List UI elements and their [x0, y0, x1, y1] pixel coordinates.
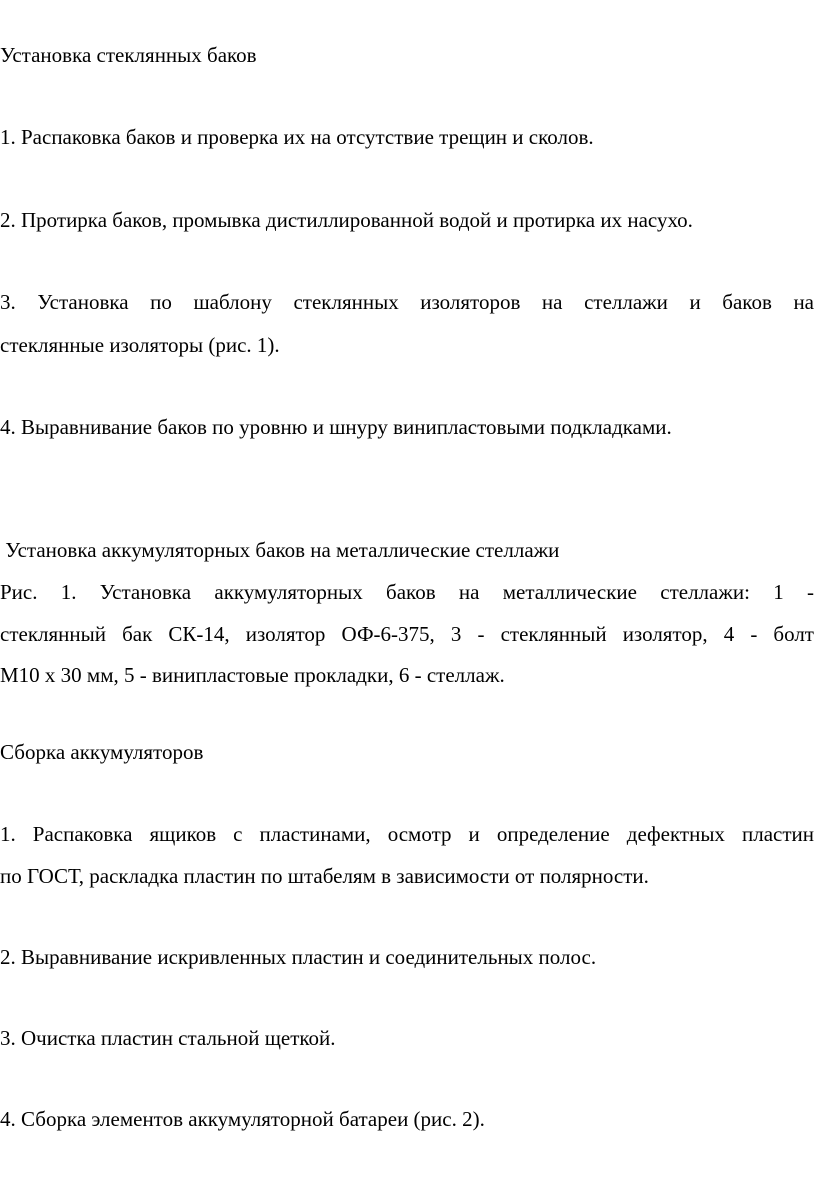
section-title-battery-assembly: Сборка аккумуляторов [0, 740, 204, 764]
figure-caption-line-2: стеклянный бак СК-14, изолятор ОФ-6-375, 3 - стеклянный изолятор, 4 - болт [0, 622, 814, 646]
section-title-glass-tanks: Установка стеклянных баков [0, 43, 257, 67]
list-item-step-3-line-1: 3. Установка по шаблону стеклянных изоляторов на стеллажи и баков на [0, 290, 814, 314]
assembly-step-1-line-2: по ГОСТ, раскладка пластин по штабелям в зависимости от полярности. [0, 864, 649, 888]
list-item-step-1: 1. Распаковка баков и проверка их на отсутствие трещин и сколов. [0, 125, 594, 149]
assembly-step-1-line-1: 1. Распаковка ящиков с пластинами, осмотр и определение дефектных пластин [0, 822, 814, 846]
figure-caption-line-1: Рис. 1. Установка аккумуляторных баков на металлические стеллажи: 1 - [0, 580, 814, 604]
figure-caption-line-3: М10 х 30 мм, 5 - винипластовые прокладки, 6 - стеллаж. [0, 663, 505, 687]
list-item-step-3-line-2: стеклянные изоляторы (рис. 1). [0, 333, 280, 357]
figure-title: Установка аккумуляторных баков на металлические стеллажи [0, 538, 560, 562]
assembly-step-4: 4. Сборка элементов аккумуляторной батареи (рис. 2). [0, 1107, 485, 1131]
list-item-step-4: 4. Выравнивание баков по уровню и шнуру винипластовыми подкладками. [0, 415, 672, 439]
assembly-step-3: 3. Очистка пластин стальной щеткой. [0, 1026, 336, 1050]
assembly-step-2: 2. Выравнивание искривленных пластин и соединительных полос. [0, 945, 597, 969]
list-item-step-2: 2. Протирка баков, промывка дистиллированной водой и протирка их насухо. [0, 208, 693, 232]
